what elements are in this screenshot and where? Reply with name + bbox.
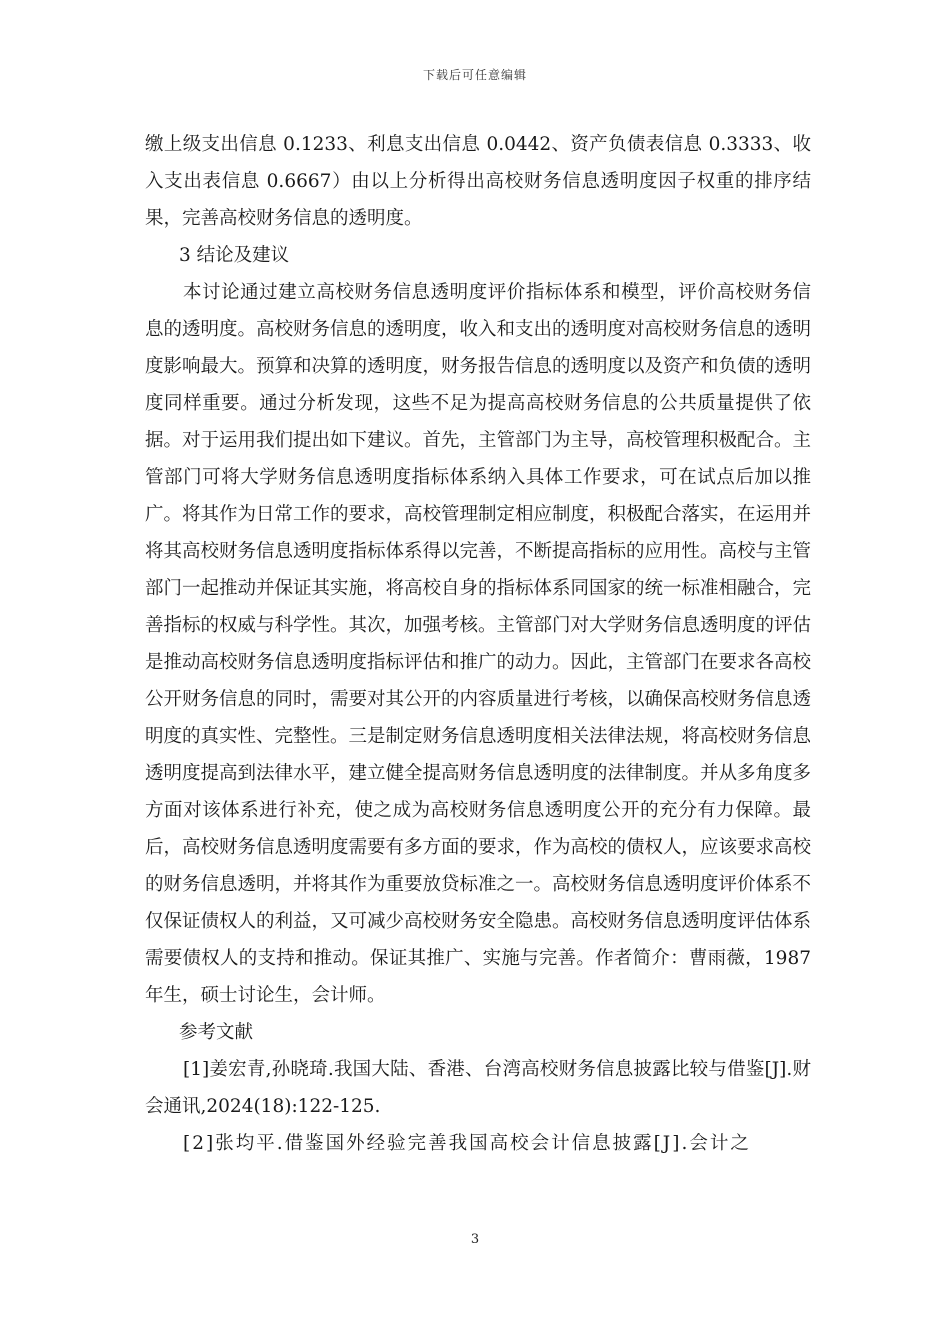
page-number: 3	[470, 1232, 480, 1247]
section-heading: 3 结论及建议	[179, 245, 290, 266]
reference-item-1: [1]姜宏青,孙晓琦.我国大陆、香港、台湾高校财务信息披露比较与借鉴[J].财会通讯,2024(18):122-125.	[145, 1059, 811, 1117]
intro-paragraph: 缴上级支出信息 0.1233、利息支出信息 0.0442、资产负债表信息 0.3333、收入支出表信息 0.6667）由以上分析得出高校财务信息透明度因子权重的排序结果，完善高校财务信息的透明度。	[145, 134, 811, 229]
page-header-note: 下载后可任意编辑	[422, 68, 527, 82]
document-body	[145, 126, 811, 1162]
body-paragraph: 本讨论通过建立高校财务信息透明度评价指标体系和模型，评价高校财务信息的透明度。高校财务信息的透明度，收入和支出的透明度对高校财务信息的透明度影响最大。预算和决算的透明度，财务报告信息的透明度以及资产和负债的透明度同样重要。通过分析发现，这些不足为提高高校财务信息的公共质量提供了依据。对于运用我们提出如下建议。首先，主管部门为主导，高校管理积极配合。主管部门可将大学财务信息透明度指标体系纳入具体工作要求，可在试点后加以推广。将其作为日常工作的要求，高校管理制定相应制度，积极配合落实，在运用并将其高校财务信息透明度指标体系得以完善，不断提高指标的应用性。高校与主管部门一起推动并保证其实施，将高校自身的指标体系同国家的统一标准相融合，完善指标的权威与科学性。其次，加强考核。主管部门对大学财务信息透明度的评估是推动高校财务信息透明度指标评估和推广的动力。因此，主管部门在要求各高校公开财务信息的同时，需要对其公开的内容质量进行考核，以确保高校财务信息透明度的真实性、完整性。三是制定财务信息透明度相关法律法规，将高校财务信息透明度提高到法律水平，建立健全提高财务信息透明度的法律制度。并从多角度多方面对该体系进行补充，使之成为高校财务信息透明度公开的充分有力保障。最后，高校财务信息透明度需要有多方面的要求，作为高校的债权人，应该要求高校的财务信息透明，并将其作为重要放贷标准之一。高校财务信息透明度评价体系不仅保证债权人的利益，又可减少高校财务安全隐患。高校财务信息透明度评估体系需要债权人的支持和推动。保证其推广、实施与完善。作者简介：曹雨薇，1987 年生，硕士讨论生，会计师。	[145, 282, 812, 1006]
references-heading: 参考文献	[179, 1022, 254, 1043]
reference-item-2: [2]张均平.借鉴国外经验完善我国高校会计信息披露[J].会计之	[183, 1133, 751, 1154]
